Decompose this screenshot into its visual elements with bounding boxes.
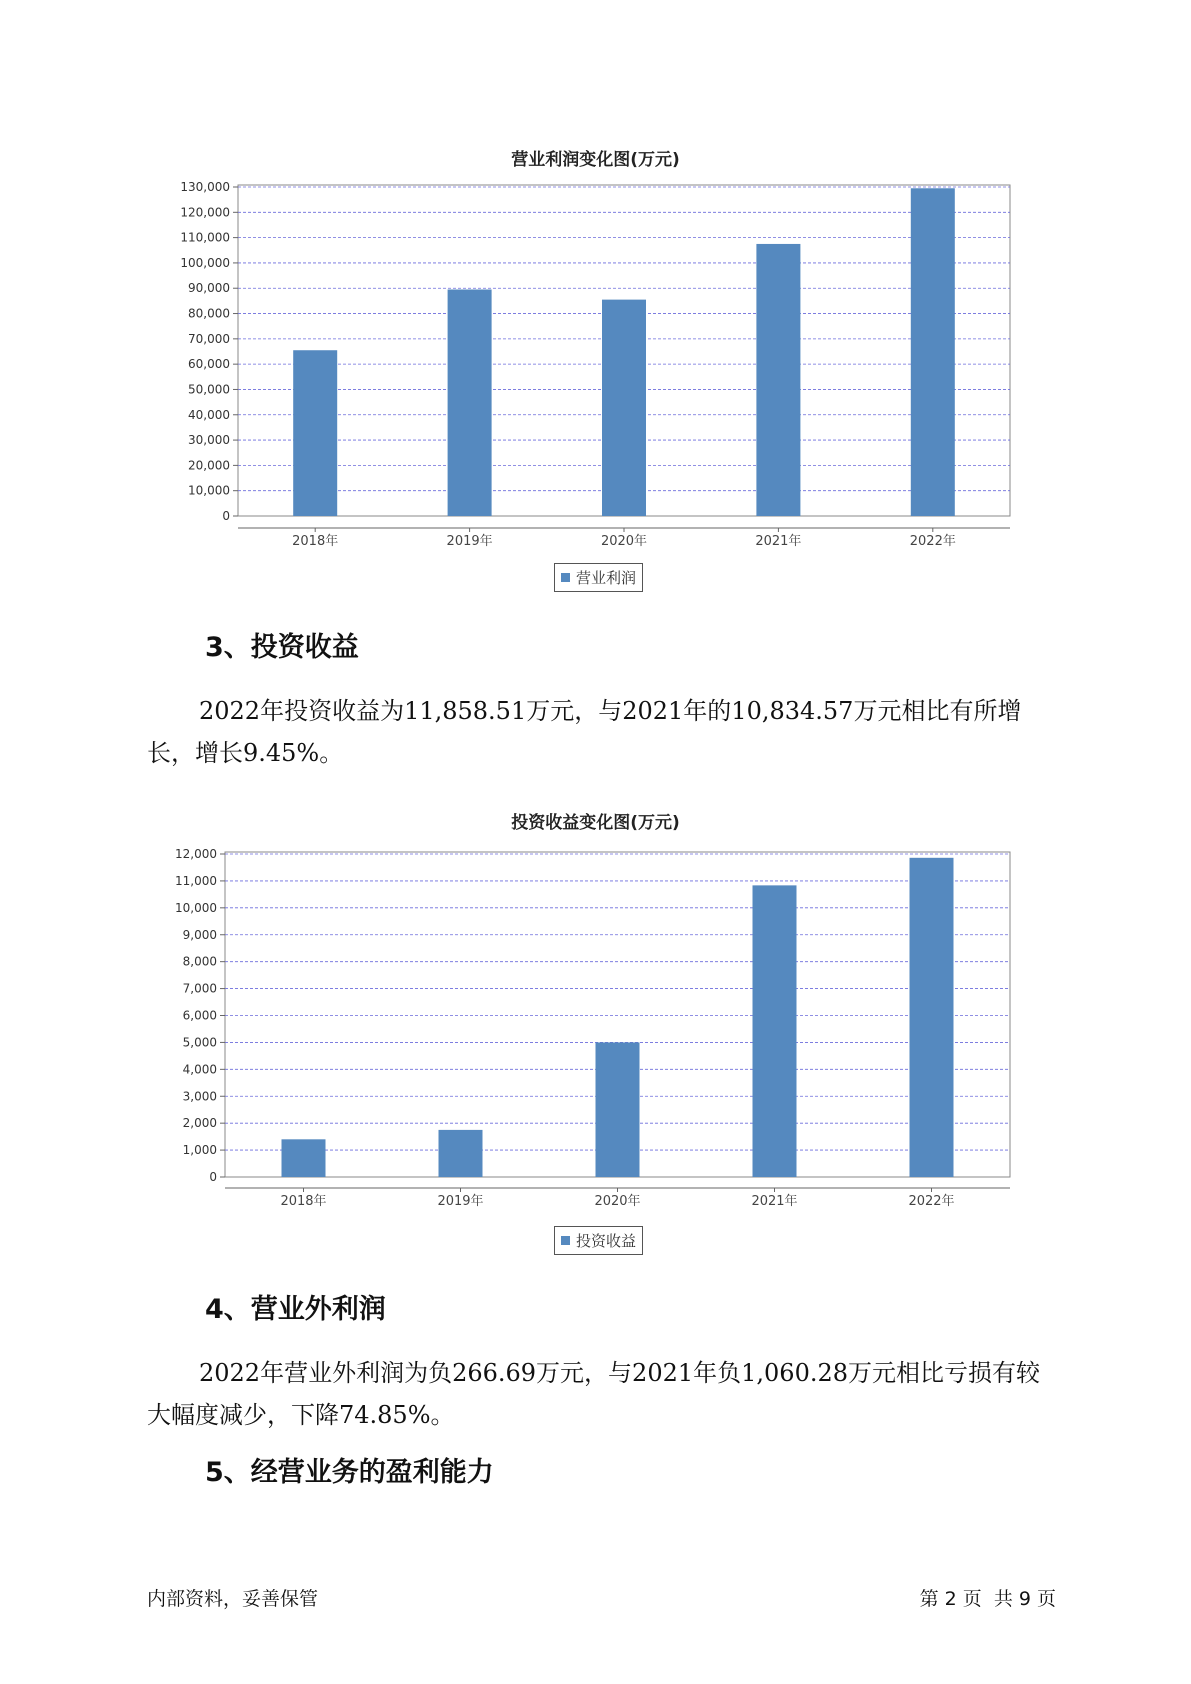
y-tick-label: 8,000 (182, 954, 217, 969)
y-tick-label: 70,000 (188, 331, 230, 346)
x-tick-label: 2022年 (908, 1194, 955, 1209)
x-tick-label: 2019年 (446, 534, 493, 549)
y-tick-label: 0 (209, 1170, 217, 1184)
y-tick-label: 50,000 (188, 382, 230, 397)
bar-2019年 (439, 1130, 483, 1177)
y-tick-label: 100,000 (180, 255, 230, 270)
bar-2022年 (910, 858, 954, 1177)
y-tick-label: 10,000 (175, 900, 217, 915)
x-tick-label: 2018年 (292, 534, 339, 549)
y-tick-label: 5,000 (182, 1035, 217, 1050)
x-tick-label: 2020年 (594, 1194, 641, 1209)
footer-note: 内部资料，妥善保管 (147, 1588, 319, 1610)
section-4-paragraph: 2022年营业外利润为负266.69万元，与2021年负1,060.28万元相比亏损有较大幅度减少，下降74.85%。 (147, 1359, 1041, 1429)
y-tick-label: 90,000 (188, 281, 230, 296)
x-tick-label: 2018年 (280, 1194, 327, 1209)
chart-2-legend (554, 1226, 643, 1255)
y-tick-label: 9,000 (182, 927, 217, 942)
y-tick-label: 1,000 (182, 1143, 217, 1158)
legend-label: 投资收益 (576, 1232, 637, 1250)
legend-label: 营业利润 (576, 569, 637, 587)
y-tick-label: 2,000 (182, 1116, 217, 1131)
y-tick-label: 0 (222, 509, 230, 523)
y-tick-label: 30,000 (188, 433, 230, 448)
y-tick-label: 3,000 (182, 1089, 217, 1104)
y-tick-label: 11,000 (175, 873, 217, 888)
y-tick-label: 6,000 (182, 1008, 217, 1023)
y-tick-label: 110,000 (180, 230, 230, 245)
page-number: 第 2 页 共 9 页 (919, 1588, 1056, 1610)
section-5-heading: 5、经营业务的盈利能力 (205, 1457, 494, 1488)
section-3-paragraph: 2022年投资收益为11,858.51万元，与2021年的10,834.57万元相比有所增长，增长9.45%。 (147, 697, 1022, 767)
y-tick-label: 40,000 (188, 407, 230, 422)
y-tick-label: 4,000 (182, 1062, 217, 1077)
chart-2-title: 投资收益变化图(万元) (511, 813, 680, 833)
y-tick-label: 130,000 (180, 180, 230, 194)
bar-2018年 (282, 1139, 326, 1177)
x-tick-label: 2021年 (755, 534, 802, 549)
y-tick-label: 10,000 (188, 483, 230, 498)
y-tick-label: 60,000 (188, 357, 230, 372)
x-tick-label: 2022年 (909, 534, 956, 549)
legend-swatch (561, 1236, 570, 1245)
bar-2021年 (753, 885, 797, 1177)
section-4-heading: 4、营业外利润 (205, 1294, 386, 1325)
x-tick-label: 2021年 (751, 1194, 798, 1209)
bar-2020年 (596, 1042, 640, 1177)
y-tick-label: 80,000 (188, 306, 230, 321)
section-3-heading: 3、投资收益 (205, 632, 359, 663)
y-tick-label: 120,000 (180, 205, 230, 220)
y-tick-label: 20,000 (188, 458, 230, 473)
x-tick-label: 2020年 (600, 534, 648, 549)
y-tick-label: 12,000 (175, 847, 217, 861)
chart-1-title: 营业利润变化图(万元) (511, 150, 680, 170)
y-tick-label: 7,000 (182, 981, 217, 996)
x-tick-label: 2019年 (437, 1194, 484, 1209)
